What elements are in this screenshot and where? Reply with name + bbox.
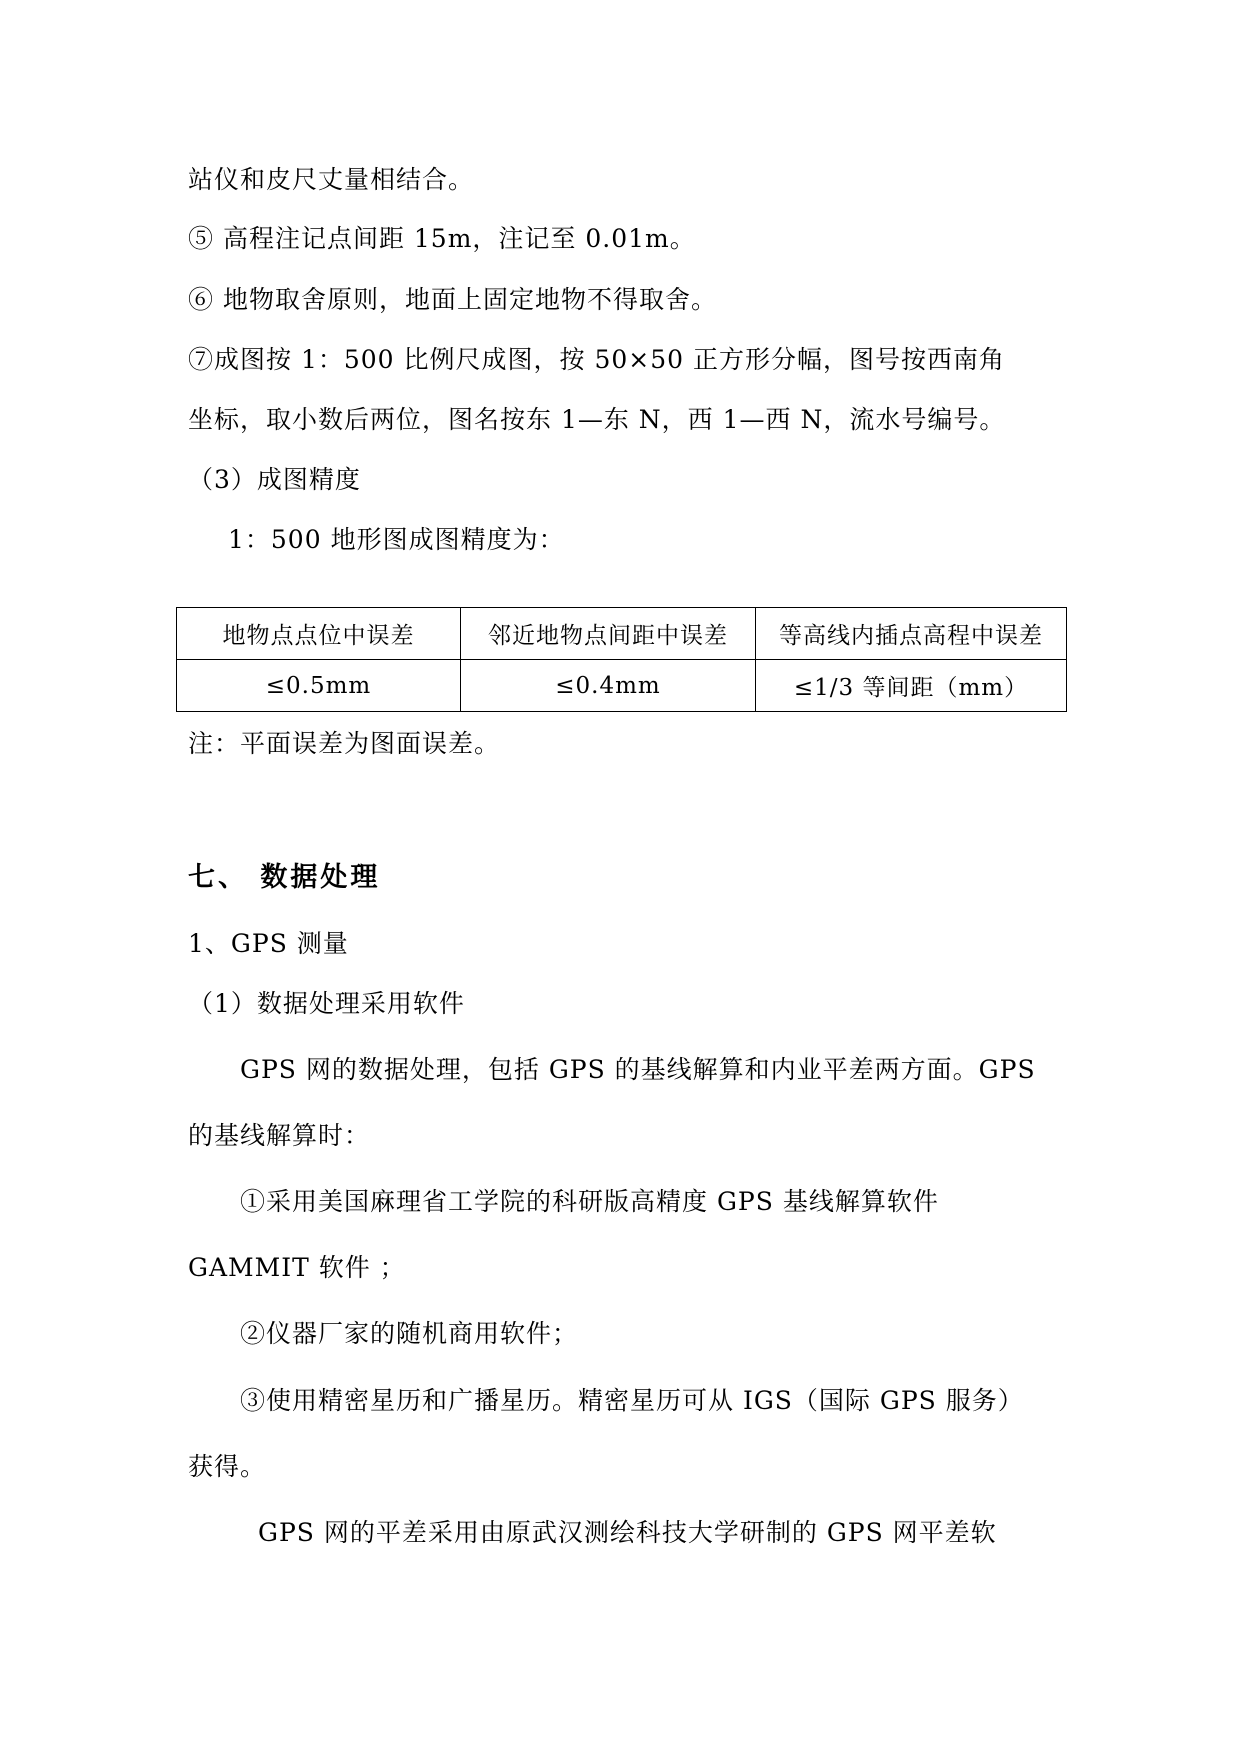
table-cell: ≤0.5mm <box>177 660 461 712</box>
table-header-cell: 等高线内插点高程中误差 <box>756 608 1067 660</box>
table-header-row <box>177 608 1067 660</box>
section-heading: 七、 数据处理 <box>188 862 381 893</box>
table-cell: ≤1/3 等间距（mm） <box>756 660 1067 712</box>
paragraph-line: GAMMIT 软件 ； <box>188 1253 406 1282</box>
table-caption: 1：500 地形图成图精度为： <box>228 525 565 554</box>
paragraph-line: 获得。 <box>188 1452 267 1481</box>
paragraph-line: GPS 网的数据处理，包括 GPS 的基线解算和内业平差两方面。GPS <box>240 1055 1036 1084</box>
text-line: 坐标，取小数后两位，图名按东 1—东 N，西 1—西 N，流水号编号。 <box>188 405 1006 434</box>
subsection-title: （1）数据处理采用软件 <box>188 989 465 1018</box>
precision-table <box>176 607 1067 712</box>
paragraph-line: 的基线解算时： <box>188 1121 371 1150</box>
list-item-2: ②仪器厂家的随机商用软件； <box>240 1319 579 1348</box>
text-line: 站仪和皮尺丈量相结合。 <box>188 165 475 194</box>
table-row <box>177 660 1067 712</box>
list-item-7: ⑦成图按 1：500 比例尺成图，按 50×50 正方形分幅，图号按西南角 <box>188 345 1005 374</box>
table-header-cell: 地物点点位中误差 <box>177 608 461 660</box>
list-item-5: ⑤ 高程注记点间距 15m，注记至 0.01m。 <box>188 224 696 253</box>
table-cell: ≤0.4mm <box>461 660 756 712</box>
paragraph-line: GPS 网的平差采用由原武汉测绘科技大学研制的 GPS 网平差软 <box>258 1518 997 1547</box>
table-header-cell: 邻近地物点间距中误差 <box>461 608 756 660</box>
subsection-title: 1、GPS 测量 <box>188 929 349 958</box>
list-item-3: ③使用精密星历和广播星历。精密星历可从 IGS（国际 GPS 服务） <box>240 1386 1024 1415</box>
list-item-6: ⑥ 地物取舍原则，地面上固定地物不得取舍。 <box>188 285 717 314</box>
list-item-1: ①采用美国麻理省工学院的科研版高精度 GPS 基线解算软件 <box>240 1187 939 1216</box>
subsection-title: （3）成图精度 <box>188 465 361 494</box>
table-note: 注：平面误差为图面误差。 <box>188 729 501 758</box>
